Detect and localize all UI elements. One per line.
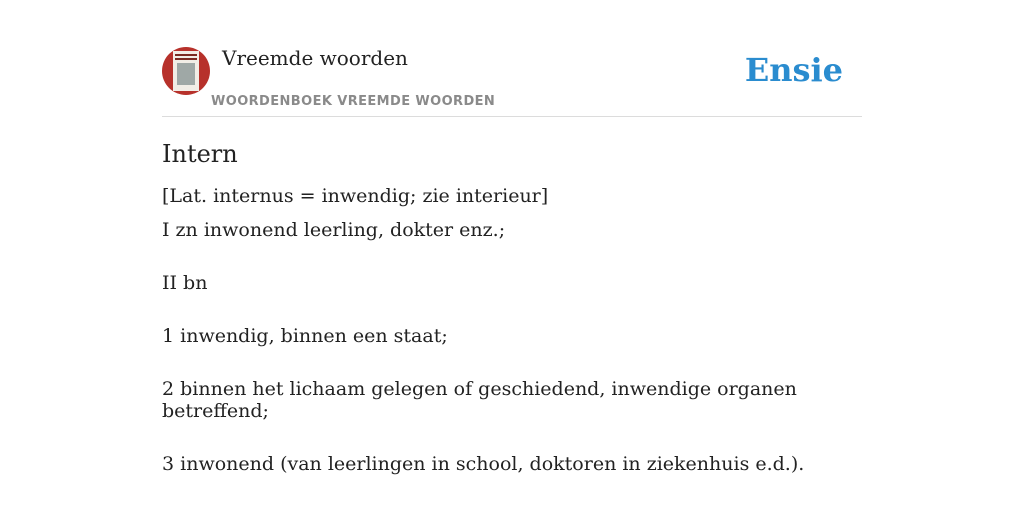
definition-line: 2 binnen het lichaam gelegen of geschiedend, inwendige organen betreffend; [162,378,797,422]
brand-logo-link[interactable]: Ensie [744,51,843,89]
entry-content [162,140,862,475]
definition-line: I zn inwonend leerling, dokter enz.; [162,219,506,241]
entry-term: Intern [162,140,238,168]
site-subtitle: WOORDENBOEK VREEMDE WOORDEN [211,94,496,109]
site-title[interactable]: Vreemde woorden [222,46,408,70]
book-cover-image [173,51,199,91]
entry-etymology: [Lat. internus = inwendig; zie interieur] [162,185,549,207]
book-cover-icon[interactable] [162,47,210,95]
definition-line: 3 inwonend (van leerlingen in school, doktoren in ziekenhuis e.d.). [162,453,805,475]
definition-line: II bn [162,272,208,294]
definition-line: 1 inwendig, binnen een staat; [162,325,448,347]
site-header [162,44,862,117]
